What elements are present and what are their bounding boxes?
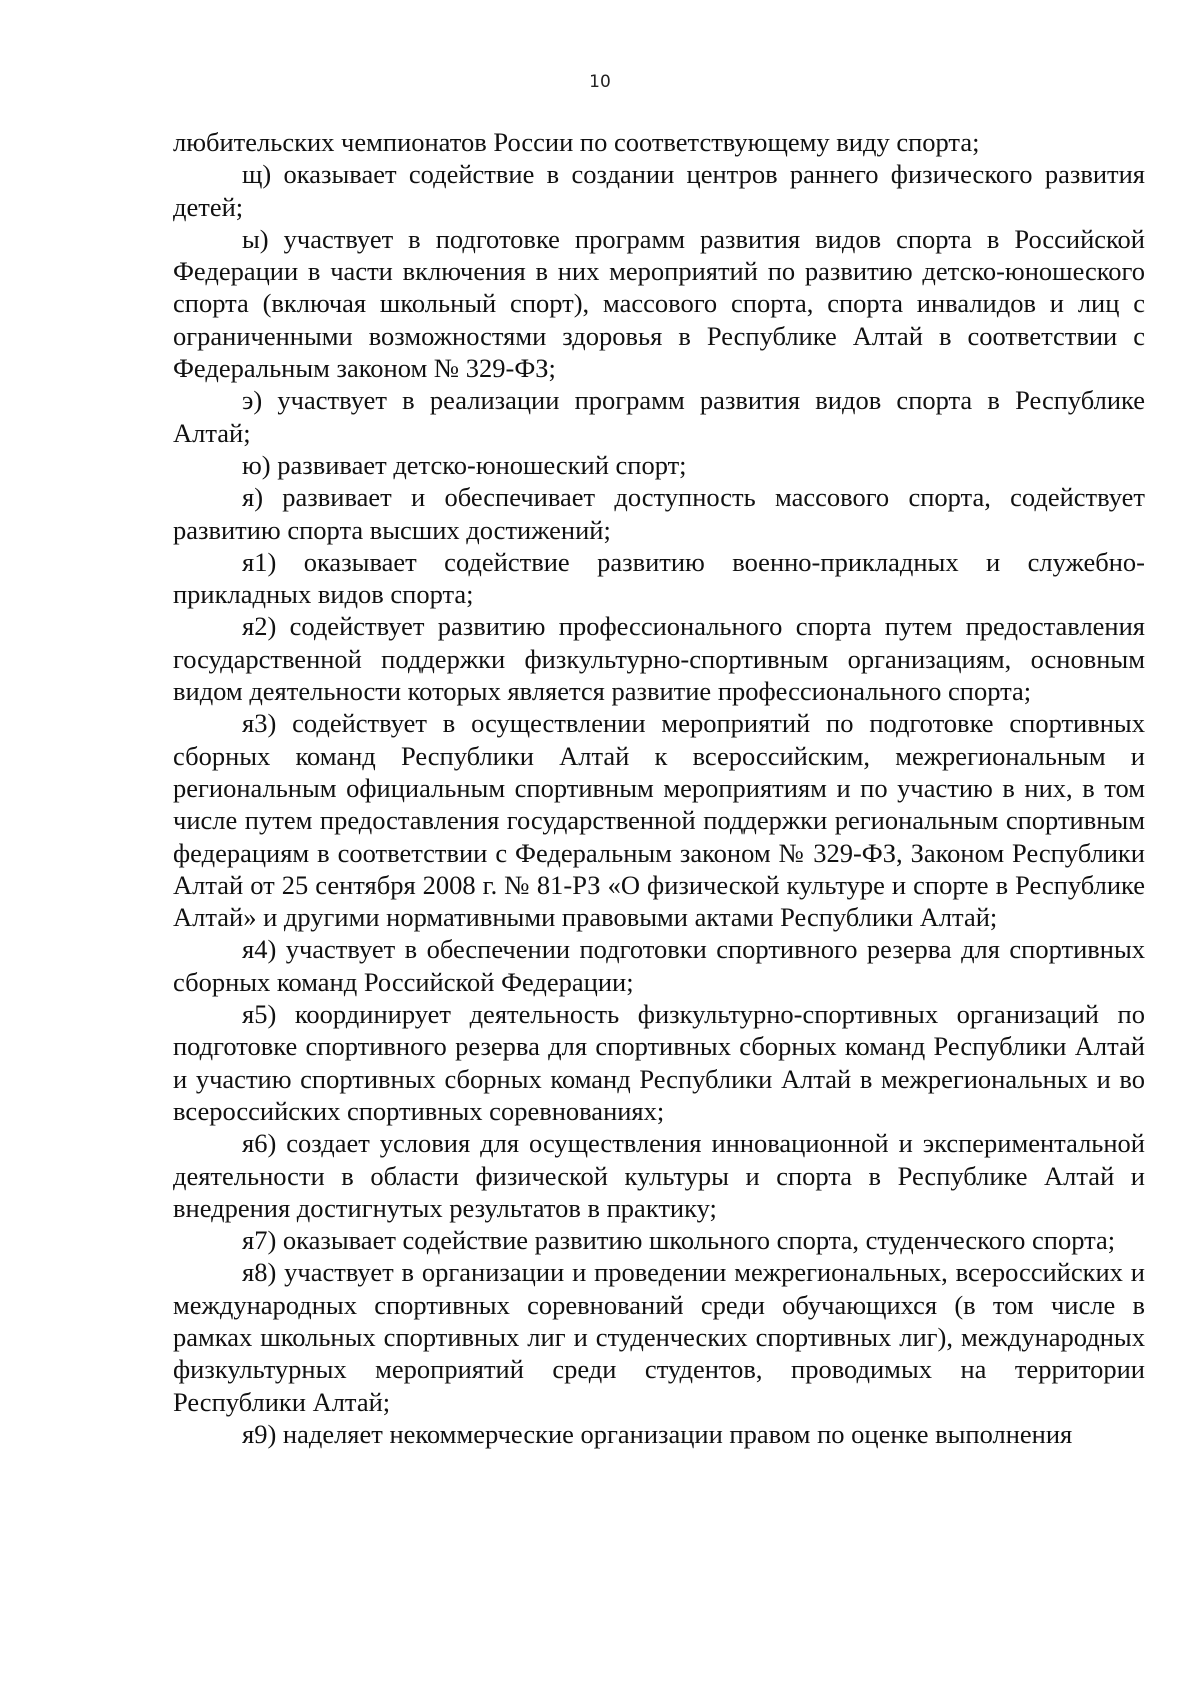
paragraph-ya1: я1) оказывает содействие развитию военно-прикладных и служебно-прикладных видов спорта; bbox=[173, 546, 1145, 610]
page-number: 10 bbox=[589, 72, 611, 92]
paragraph-ya8: я8) участвует в организации и проведении межрегиональных, всероссийских и международных спортивных соревнований среди обучающихся (в том числе в рамках школьных спортивных лиг и студенческих спортивных лиг), международных физкультурных мероприятий среди студентов, проводимых на территории Республики Алтай; bbox=[173, 1257, 1145, 1417]
paragraph-y: ы) участвует в подготовке программ развития видов спорта в Российской Федерации в части включения в них мероприятий по развитию детско-юношеского спорта (включая школьный спорт), массового спорта, спорта инвалидов и лиц с ограниченными возможностями здоровья в Республике Алтай в соответствии с Федеральным законом № 329-ФЗ; bbox=[173, 223, 1145, 384]
paragraph-ya: я) развивает и обеспечивает доступность массового спорта, содействует развитию спорта высших достижений; bbox=[173, 482, 1145, 545]
paragraph-ya5: я5) координирует деятельность физкультурно-спортивных организаций по подготовке спортивного резерва для спортивных сборных команд Республики Алтай и участию спортивных сборных команд Республики Алтай в межрегиональных и во всероссийских спортивных соревнованиях; bbox=[173, 999, 1145, 1126]
paragraph-yu: ю) развивает детско-юношеский спорт; bbox=[242, 449, 687, 480]
paragraph-ya7: я7) оказывает содействие развитию школьного спорта, студенческого спорта; bbox=[242, 1225, 1116, 1256]
paragraph-shch: щ) оказывает содействие в создании центров раннего физического развития детей; bbox=[173, 159, 1145, 222]
paragraph-ya6: я6) создает условия для осуществления инновационной и экспериментальной деятельности в области физической культуры и спорта в Республике Алтай и внедрения достигнутых результатов в практику; bbox=[173, 1128, 1145, 1223]
paragraph-ya3: я3) содействует в осуществлении мероприятий по подготовке спортивных сборных команд Республики Алтай к всероссийским, межрегиональным и региональным официальным спортивным мероприятиям и по участию в них, в том числе путем предоставления государственной поддержки региональным спортивным федерациям в соответствии с Федеральным законом № 329-ФЗ, Законом Республики Алтай от 25 сентября 2008 г. № 81-РЗ «О физической культуре и спорте в Республике Алтай» и другими нормативными правовыми актами Республики Алтай; bbox=[173, 708, 1145, 933]
paragraph-ya2: я2) содействует развитию профессионального спорта путем предоставления государственной поддержки физкультурно-спортивным организациям, основным видом деятельности которых является развитие профессионального спорта; bbox=[173, 611, 1145, 707]
paragraph-e: э) участвует в реализации программ развития видов спорта в Республике Алтай; bbox=[173, 385, 1145, 448]
paragraph-ya4: я4) участвует в обеспечении подготовки спортивного резерва для спортивных сборных команд Российской Федерации; bbox=[173, 934, 1145, 997]
paragraph-ya9: я9) наделяет некоммерческие организации правом по оценке выполнения bbox=[242, 1418, 1073, 1449]
paragraph-continuation: любительских чемпионатов России по соответствующему виду спорта; bbox=[173, 127, 980, 157]
document-body bbox=[173, 126, 1145, 1450]
